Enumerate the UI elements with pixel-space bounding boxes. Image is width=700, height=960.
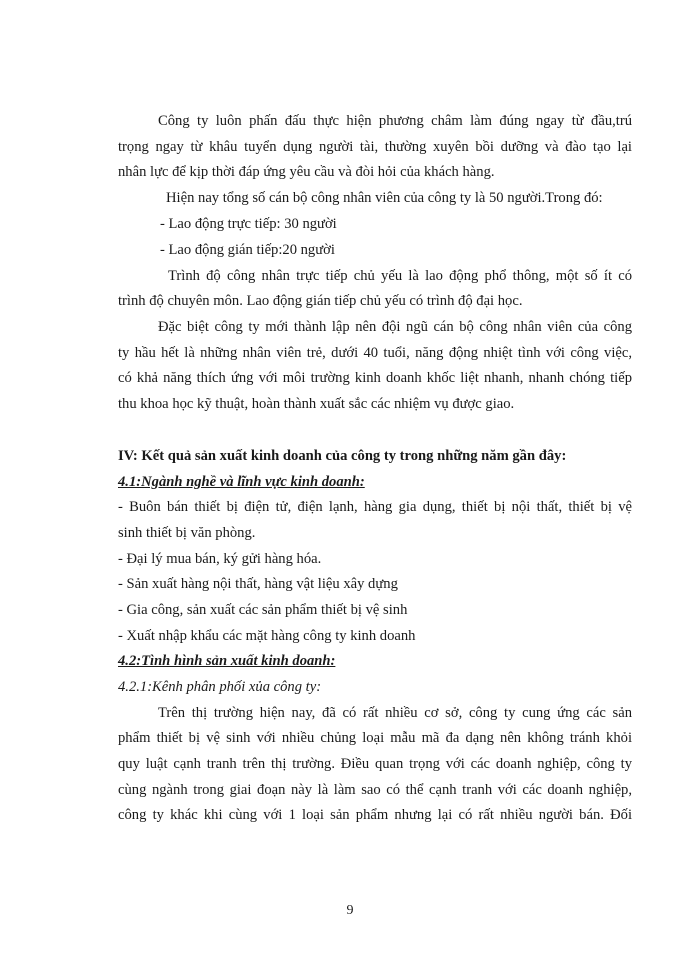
paragraph-line: nhân lực để kịp thời đáp ứng yêu cầu và đòi hỏi của khách hàng. <box>118 164 495 180</box>
paragraph-line: trình độ chuyên môn. Lao động gián tiếp chủ yếu có trình độ đại học. <box>118 293 523 309</box>
page-number: 9 <box>346 903 354 918</box>
list-item: - Buôn bán thiết bị điện tử, điện lạnh, hàng gia dụng, thiết bị nội thất, thiết bị vệ <box>118 499 632 515</box>
subsection-heading: 4.2:Tình hình sản xuất kinh doanh: <box>118 653 336 669</box>
list-item: - Đại lý mua bán, ký gửi hàng hóa. <box>118 551 322 567</box>
section-heading: IV: Kết quả sản xuất kinh doanh của công ty trong những năm gần đây: <box>118 448 567 464</box>
paragraph-line: trọng ngay từ khâu tuyển dụng người tài, thường xuyên bồi dưỡng và đào tạo lại <box>118 139 632 155</box>
paragraph-line: Đặc biệt công ty mới thành lập nên đội ngũ cán bộ công nhân viên của công <box>158 319 632 335</box>
subsubsection-heading: 4.2.1:Kênh phân phối xủa công ty: <box>118 679 322 695</box>
paragraph-line: ty hầu hết là những nhân viên trẻ, dưới 40 tuổi, năng động nhiệt tình với công việc, <box>118 345 632 361</box>
paragraph-line: Hiện nay tổng số cán bộ công nhân viên của công ty là 50 người.Trong đó: <box>166 190 603 206</box>
list-item: - Gia công, sản xuất các sản phẩm thiết bị vệ sinh <box>118 602 408 618</box>
paragraph-line: Trên thị trường hiện nay, đã có rất nhiều cơ sở, công ty cung ứng các sản <box>158 705 632 721</box>
paragraph-line: công ty khác khi cùng với 1 loại sản phẩm nhưng lại có rất nhiều người bán. Đối <box>118 807 632 823</box>
paragraph-line: cùng ngành trong giai đoạn này là làm sao có thể cạnh tranh với các doanh nghiệp, <box>118 782 632 798</box>
list-item: - Lao động gián tiếp:20 người <box>160 242 335 258</box>
subsection-heading: 4.1:Ngành nghề và lĩnh vực kinh doanh: <box>118 474 365 490</box>
paragraph-line: quy luật cạnh tranh trên thị trường. Điều quan trọng với các doanh nghiệp, công ty <box>118 756 632 772</box>
list-item: - Sản xuất hàng nội thất, hàng vật liệu xây dựng <box>118 576 398 592</box>
list-item: sinh thiết bị văn phòng. <box>118 525 256 541</box>
list-item: - Xuất nhập khẩu các mặt hàng công ty kinh doanh <box>118 628 416 644</box>
paragraph-line: có khả năng thích ứng với môi trường kinh doanh khốc liệt nhanh, nhanh chóng tiếp <box>118 370 632 386</box>
paragraph-line: Công ty luôn phấn đấu thực hiện phương châm làm đúng ngay từ đầu,trú <box>158 113 632 129</box>
paragraph-line: phẩm thiết bị vệ sinh với nhiều chủng loại mẫu mã đa dạng nên không tránh khỏi <box>118 730 632 746</box>
paragraph-line: thu khoa học kỹ thuật, hoàn thành xuất sắc các nhiệm vụ được giao. <box>118 396 515 412</box>
paragraph-line: Trình độ công nhân trực tiếp chủ yếu là lao động phổ thông, một số ít có <box>168 268 632 284</box>
list-item: - Lao động trực tiếp: 30 người <box>160 216 337 232</box>
